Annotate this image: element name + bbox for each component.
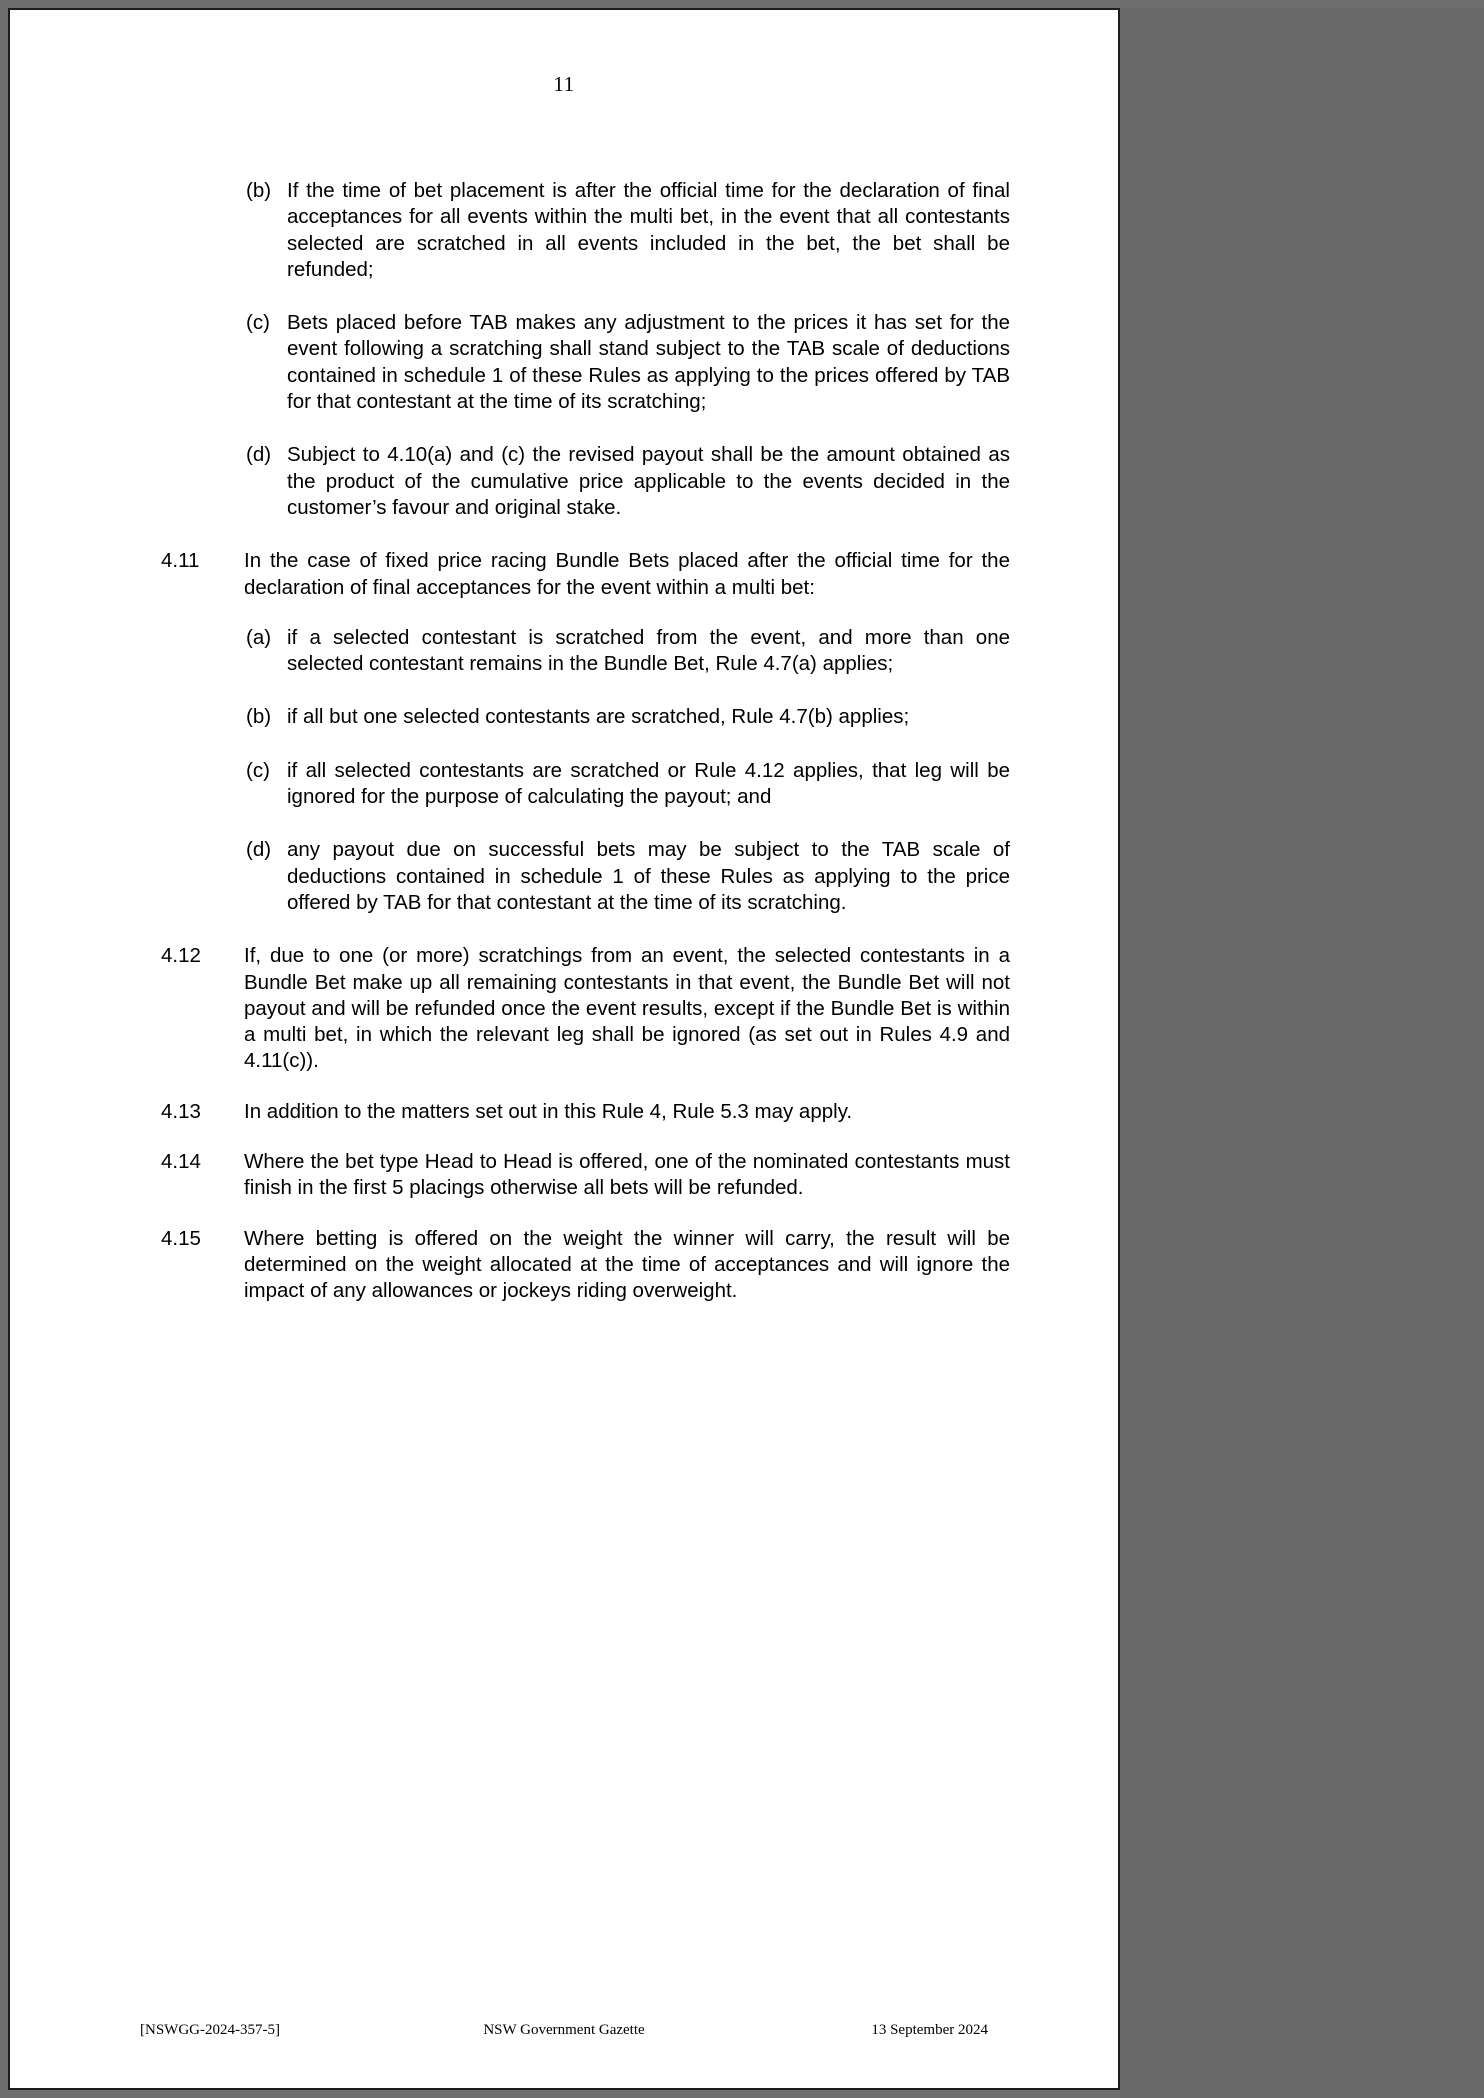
document-page (8, 8, 1120, 2090)
clause-number: 4.13 (161, 1099, 201, 1123)
sub-item-text: if all selected contestants are scratched or Rule 4.12 applies, that leg will be ignored for the purpose of calculating the payout; and (287, 758, 1010, 809)
footer-reference-code: [NSWGG-2024-357-5] (140, 2022, 280, 2038)
sub-item (10, 442, 1118, 521)
sub-item-text: any payout due on successful bets may be subject to the TAB scale of deductions contained in schedule 1 of these Rules as applying to the price offered by TAB for that contestant at the time of its scratching. (287, 838, 1010, 914)
page-footer (10, 2022, 1118, 2048)
footer-publication-title: NSW Government Gazette (483, 2022, 645, 2038)
sub-item-label: (c) (246, 758, 270, 782)
clause-4.12 (10, 943, 1118, 1074)
clause-number: 4.12 (161, 944, 201, 968)
clause-4.15 (10, 1226, 1118, 1305)
sub-item (10, 704, 1118, 730)
sub-item-label: (d) (246, 838, 272, 862)
sub-item-text: If the time of bet placement is after the official time for the declaration of final acceptances for all events within the multi bet, in the event that all contestants selected are scratched in all events included in the bet, the bet shall be refunded; (287, 179, 1010, 281)
footer-date: 13 September 2024 (871, 2022, 988, 2038)
sub-item-text: Bets placed before TAB makes any adjustment to the prices it has set for the event following a scratching shall stand subject to the TAB scale of deductions contained in schedule 1 of these Rules as applying to the prices offered by TAB for that contestant at the time of its scratching; (287, 311, 1010, 414)
page-margin-area (1120, 8, 1484, 2098)
clause-text: Where the bet type Head to Head is offered, one of the nominated contestants must finish in the first 5 placings otherwise all bets will be refunded. (244, 1150, 1010, 1200)
sub-item-text: if all but one selected contestants are scratched, Rule 4.7(b) applies; (287, 705, 910, 729)
sub-item (10, 758, 1118, 811)
sub-item (10, 310, 1118, 415)
clause-number: 4.11 (161, 549, 200, 573)
clause-text: Where betting is offered on the weight the winner will carry, the result will be determined on the weight allocated at the time of acceptances and will ignore the impact of any allowances or jockeys riding overweight. (244, 1226, 1010, 1303)
clause-4.14 (10, 1149, 1118, 1202)
clause-text: In addition to the matters set out in this Rule 4, Rule 5.3 may apply. (244, 1099, 853, 1123)
clause-number: 4.14 (161, 1150, 201, 1174)
sub-item-label: (c) (246, 311, 270, 335)
clause-text: If, due to one (or more) scratchings from an event, the selected contestants in a Bundle Bet make up all remaining contestants in that event, the Bundle Bet will not payout and will be refunded once the event results, except if the Bundle Bet is within a multi bet, in which the relevant leg shall be ignored (as set out in Rules 4.9 and 4.11(c)). (244, 944, 1010, 1073)
clause-4.11 (10, 548, 1118, 601)
sub-item (10, 837, 1118, 916)
sub-item-label: (b) (246, 179, 272, 202)
sub-item-label: (b) (246, 705, 272, 729)
sub-item (10, 178, 1118, 283)
page-number: 11 (553, 72, 575, 96)
clause-text: In the case of fixed price racing Bundle Bets placed after the official time for the declaration of final acceptances for the event within a multi bet: (244, 549, 1010, 599)
clause-number: 4.15 (161, 1226, 201, 1250)
document-body (10, 178, 1118, 1329)
sub-item-label: (a) (246, 625, 272, 649)
sub-item-text: if a selected contestant is scratched from the event, and more than one selected contestant remains in the Bundle Bet, Rule 4.7(a) applies; (287, 625, 1010, 676)
clause-4.13 (10, 1099, 1118, 1125)
sub-item (10, 625, 1118, 678)
sub-item-text: Subject to 4.10(a) and (c) the revised payout shall be the amount obtained as the product of the cumulative price applicable to the events decided in the customer’s favour and original stake. (287, 443, 1010, 519)
sub-item-label: (d) (246, 443, 272, 467)
